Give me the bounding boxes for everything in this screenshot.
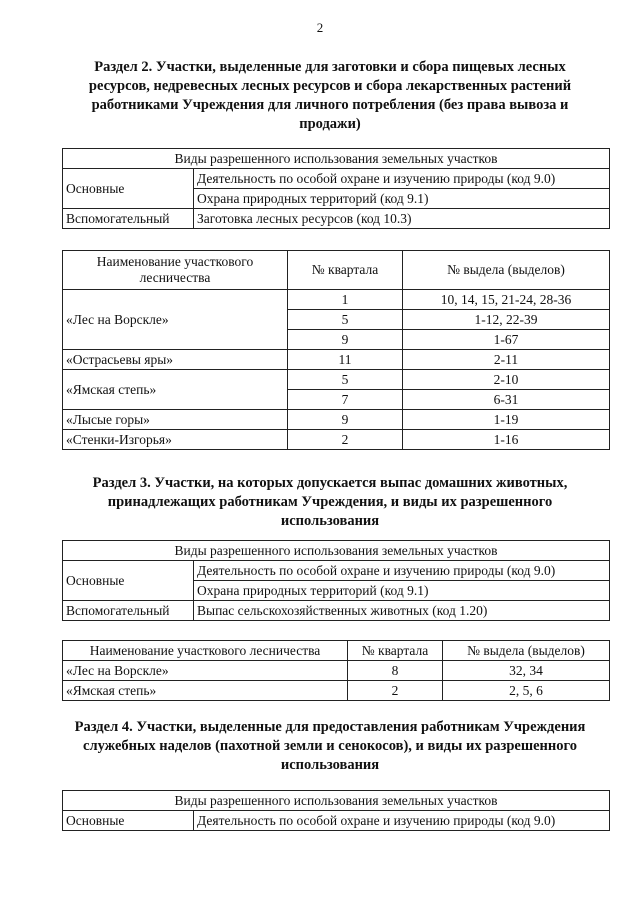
- use-item: Деятельность по особой охране и изучению природы (код 9.0): [194, 169, 610, 189]
- section-4-title: Раздел 4. Участки, выделенные для предоставления работникам Учреждения служебных наделов (пахотной земли и сенокосов), и виды их разрешенного использования: [74, 719, 586, 773]
- main-uses-label: Основные: [63, 561, 194, 601]
- kvartal-cell: 8: [348, 661, 443, 681]
- vydel-cell: 1-67: [403, 330, 610, 350]
- forestry-name: «Лес на Ворскле»: [63, 661, 348, 681]
- vydel-cell: 2, 5, 6: [443, 681, 610, 701]
- use-item: Заготовка лесных ресурсов (код 10.3): [194, 209, 610, 229]
- forestry-name: «Ямская степь»: [63, 681, 348, 701]
- vydel-cell: 1-16: [403, 430, 610, 450]
- section-2-title: Раздел 2. Участки, выделенные для заготовки и сбора пищевых лесных ресурсов, недревесных лесных ресурсов и сбора лекарственных растений работниками Учреждения для личного потребления (без права вывоза и продажи): [88, 59, 572, 132]
- section-3-title: Раздел 3. Участки, на которых допускается выпас домашних животных, принадлежащих работникам Учреждения, и виды их разрешенного использования: [92, 475, 568, 529]
- col-forestry: Наименование участкового лесничества: [63, 251, 288, 290]
- main-uses-label: Основные: [63, 169, 194, 209]
- vydel-cell: 2-11: [403, 350, 610, 370]
- section-3-uses-table: [62, 540, 610, 621]
- table-row: [63, 350, 610, 370]
- use-item: Выпас сельскохозяйственных животных (код 1.20): [194, 601, 610, 621]
- forestry-name: «Стенки-Изгорья»: [63, 430, 288, 450]
- table-row: [63, 661, 610, 681]
- vydel-cell: 32, 34: [443, 661, 610, 681]
- kvartal-cell: 2: [348, 681, 443, 701]
- col-vydel: № выдела (выделов): [403, 251, 610, 290]
- col-kvartal: № квартала: [288, 251, 403, 290]
- aux-uses-label: Вспомогательный: [63, 601, 194, 621]
- kvartal-cell: 9: [288, 330, 403, 350]
- vydel-cell: 6-31: [403, 390, 610, 410]
- vydel-cell: 1-12, 22-39: [403, 310, 610, 330]
- use-item: Деятельность по особой охране и изучению природы (код 9.0): [194, 811, 610, 831]
- kvartal-cell: 5: [288, 310, 403, 330]
- kvartal-cell: 2: [288, 430, 403, 450]
- section-2-uses-table: [62, 148, 610, 229]
- use-item: Охрана природных территорий (код 9.1): [194, 189, 610, 209]
- vydel-cell: 10, 14, 15, 21-24, 28-36: [403, 290, 610, 310]
- kvartal-cell: 7: [288, 390, 403, 410]
- aux-uses-label: Вспомогательный: [63, 209, 194, 229]
- table-row: [63, 370, 610, 390]
- kvartal-cell: 9: [288, 410, 403, 430]
- col-kvartal: № квартала: [348, 641, 443, 661]
- kvartal-cell: 11: [288, 350, 403, 370]
- kvartal-cell: 5: [288, 370, 403, 390]
- section-4-uses-table: [62, 790, 610, 831]
- uses-header: Виды разрешенного использования земельных участков: [63, 149, 610, 169]
- col-vydel: № выдела (выделов): [443, 641, 610, 661]
- forestry-name: «Лес на Ворскле»: [63, 290, 288, 350]
- main-uses-label: Основные: [63, 811, 194, 831]
- forestry-name: «Лысые горы»: [63, 410, 288, 430]
- table-row: [63, 430, 610, 450]
- table-row: [63, 410, 610, 430]
- table-row: [63, 681, 610, 701]
- vydel-cell: 1-19: [403, 410, 610, 430]
- uses-header: Виды разрешенного использования земельных участков: [63, 541, 610, 561]
- page-number: 2: [316, 20, 324, 35]
- forestry-name: «Ямская степь»: [63, 370, 288, 410]
- vydel-cell: 2-10: [403, 370, 610, 390]
- table-row: [63, 290, 610, 310]
- kvartal-cell: 1: [288, 290, 403, 310]
- uses-header: Виды разрешенного использования земельных участков: [63, 791, 610, 811]
- section-2-plots-table: [62, 250, 610, 450]
- col-forestry: Наименование участкового лесничества: [63, 641, 348, 661]
- use-item: Охрана природных территорий (код 9.1): [194, 581, 610, 601]
- section-3-plots-table: [62, 640, 610, 701]
- use-item: Деятельность по особой охране и изучению природы (код 9.0): [194, 561, 610, 581]
- forestry-name: «Острасьевы яры»: [63, 350, 288, 370]
